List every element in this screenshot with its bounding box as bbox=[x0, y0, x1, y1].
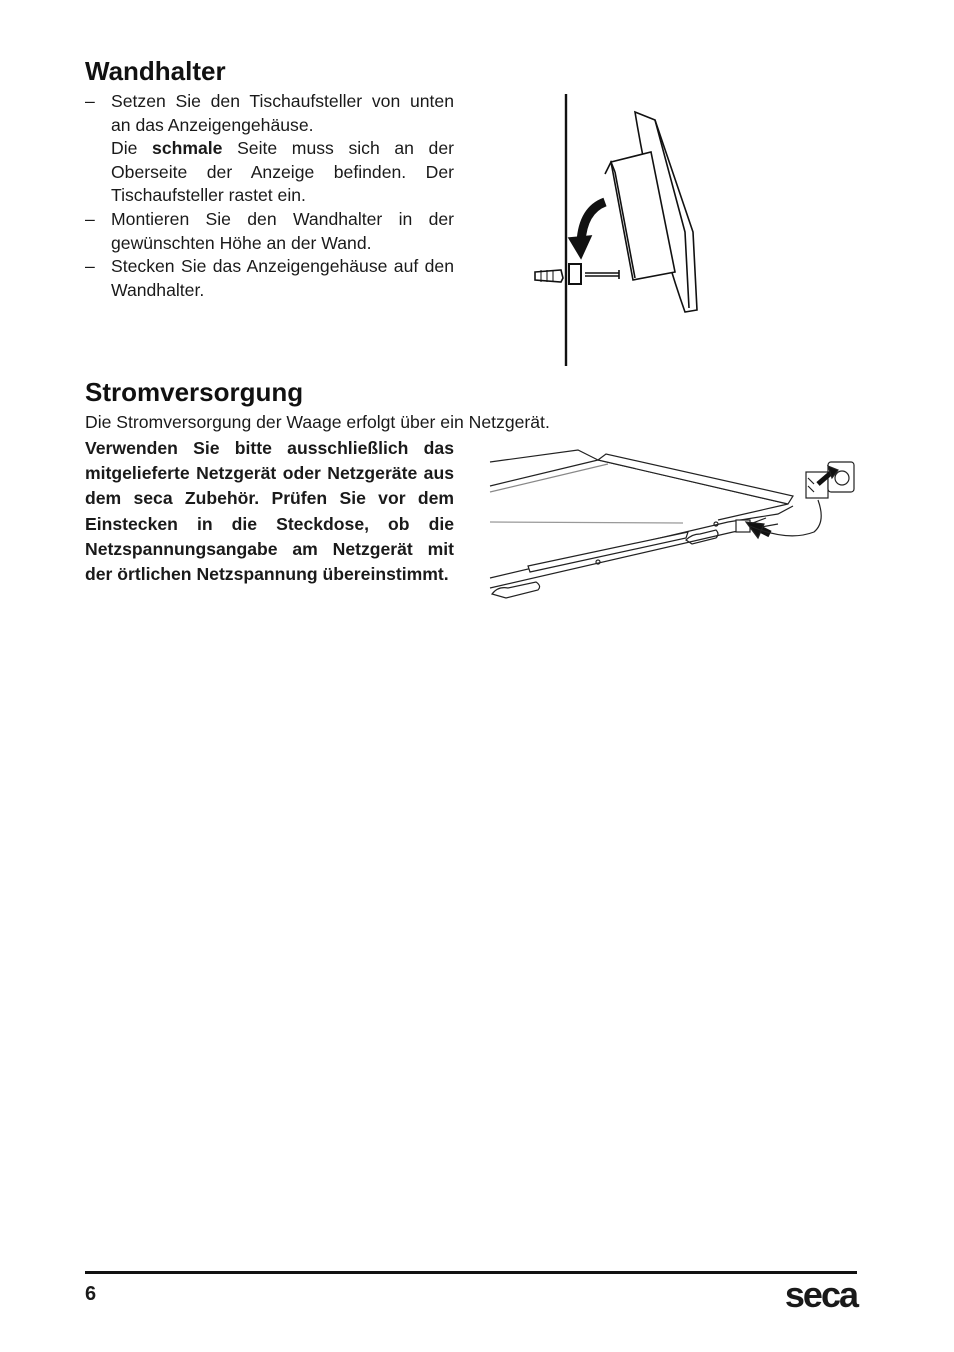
wall-bracket bbox=[569, 264, 581, 284]
section-heading-stromversorgung: Stromversorgung bbox=[85, 377, 304, 407]
power-intro-text: Die Stromversorgung der Waage erfolgt über ein Netzgerät. bbox=[85, 412, 550, 432]
step-text: Montieren Sie den Wandhalter in der gewünschten Höhe an der Wand. bbox=[111, 208, 454, 253]
list-item bbox=[85, 208, 454, 255]
page-number: 6 bbox=[85, 1283, 97, 1305]
power-supply-illustration bbox=[488, 448, 863, 604]
wall-dowel bbox=[535, 270, 563, 282]
list-dash: – bbox=[85, 91, 95, 111]
power-cable bbox=[750, 500, 821, 536]
footer-rule bbox=[85, 1271, 857, 1274]
wall-mount-steps bbox=[85, 90, 454, 302]
platform-left-edge bbox=[490, 450, 598, 486]
seca-logo: seca bbox=[784, 1274, 857, 1315]
wall-mount-illustration bbox=[525, 92, 715, 368]
list-item bbox=[85, 255, 454, 302]
list-dash: – bbox=[85, 256, 95, 277]
list-item bbox=[85, 90, 454, 208]
step-text: Stecken Sie das Anzeigengehäuse auf den Wandhalter. bbox=[111, 256, 454, 300]
section-heading-wandhalter: Wandhalter bbox=[85, 56, 226, 86]
step-text-bold: schmale bbox=[152, 138, 223, 159]
power-warning-text: Verwenden Sie bitte ausschließlich das mitgelieferte Netzgerät oder Netzgeräte aus dem seca Zubehör. Prüfen Sie vor dem Einstecken in die Steckdose, ob die Netzspannungsangabe am Netzgerät mit der örtlichen Netzspannung übereinstimmt. bbox=[85, 438, 454, 585]
list-dash: – bbox=[85, 208, 95, 229]
rotation-arrow-head bbox=[569, 236, 591, 258]
handle-left bbox=[492, 582, 540, 598]
step-text-prefix: Die bbox=[111, 138, 153, 159]
step-text-suffix: Seite muss sich an der Oberseite der Anzeige befinden. Der Tischaufsteller rastet ein. bbox=[111, 138, 454, 206]
step-text: Setzen Sie den Tischaufsteller von unten an das Anzeigengehäuse. bbox=[111, 91, 454, 135]
